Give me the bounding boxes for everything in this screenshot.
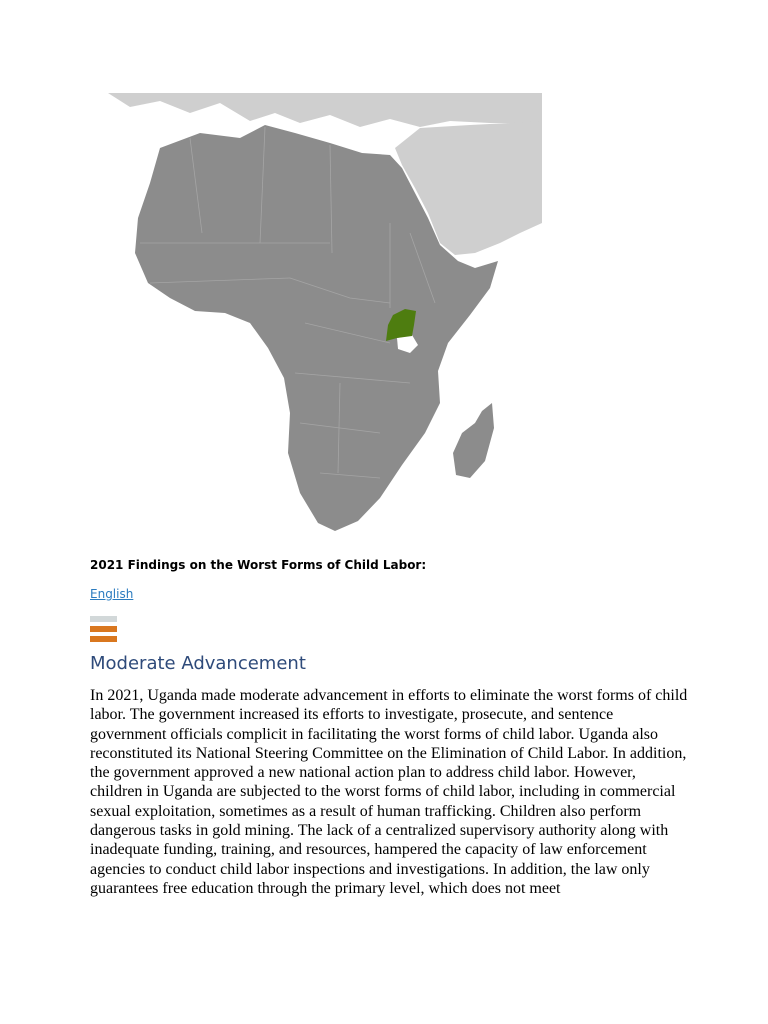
madagascar-landmass bbox=[453, 403, 494, 478]
assessment-bar-2 bbox=[90, 626, 117, 632]
english-language-link[interactable]: English bbox=[90, 587, 134, 601]
europe-landmass bbox=[108, 93, 542, 127]
uganda-location-map bbox=[90, 93, 542, 546]
findings-label: 2021 Findings on the Worst Forms of Child Labor: bbox=[90, 558, 427, 572]
assessment-heading: Moderate Advancement bbox=[90, 653, 306, 674]
assessment-bar-1 bbox=[90, 616, 117, 622]
assessment-paragraph: In 2021, Uganda made moderate advancement in efforts to eliminate the worst forms of child labor. The government increased its efforts to investigate, prosecute, and sentence government officials complicit in facilitating the worst forms of child labor. Uganda also reconstituted its National Steering Committee on the Elimination of Child Labor. In addition, the government approved a new national action plan to address child labor. However, children in Uganda are subjected to the worst forms of child labor, including in commercial sexual exploitation, sometimes as a result of human trafficking. Children also perform dangerous tasks in gold mining. The lack of a centralized supervisory authority along with inadequate funding, training, and resources, hampered the capacity of law enforcement agencies to conduct child labor inspections and investigations. In addition, the law only guarantees free education through the primary level, which does not meet bbox=[90, 687, 688, 897]
assessment-bar-3 bbox=[90, 636, 117, 642]
map-of-africa-icon bbox=[90, 93, 542, 546]
